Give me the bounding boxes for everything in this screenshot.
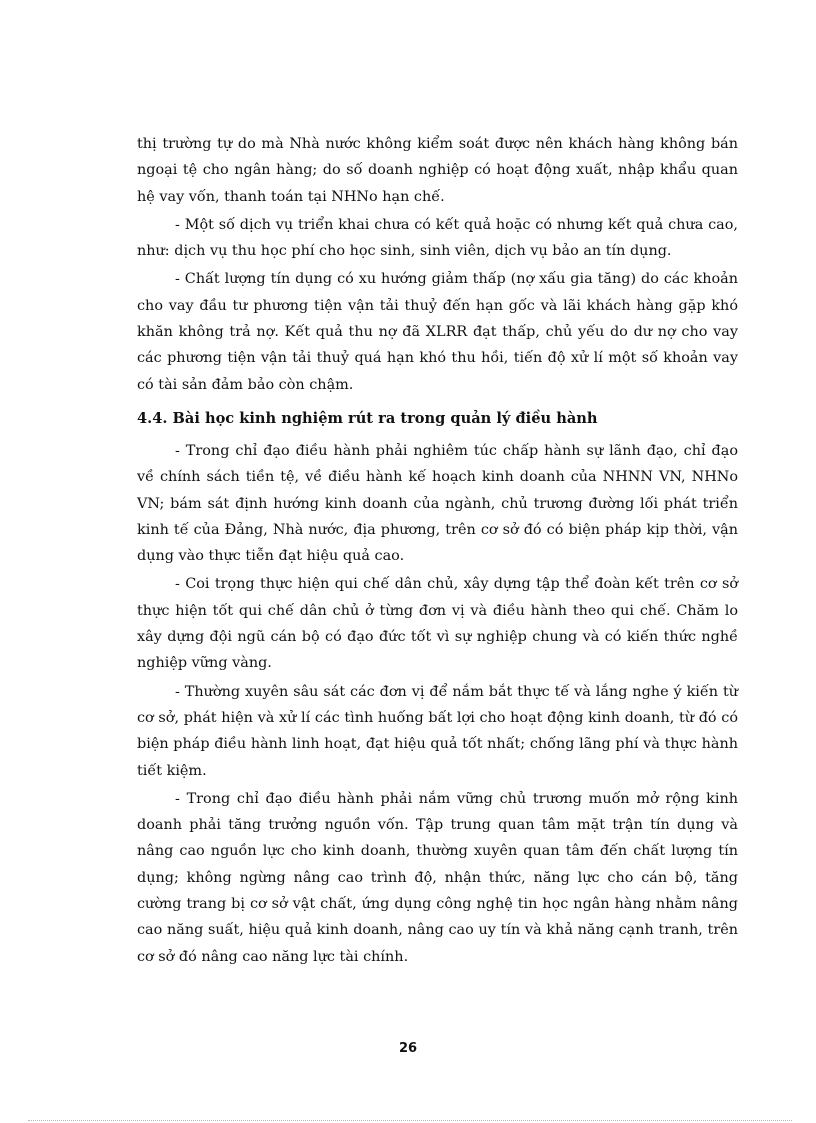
page-bottom-divider (28, 1120, 792, 1121)
paragraph-continuation: thị trường tự do mà Nhà nước không kiểm soát được nên khách hàng không bán ngoại tệ cho ngân hàng; do số doanh nghiệp có hoạt động xuất, nhập khẩu quan hệ vay vốn, thanh toán tại NHNo hạn chế. (137, 136, 738, 205)
paragraph-services: - Một số dịch vụ triển khai chưa có kết quả hoặc có nhưng kết quả chưa cao, như: dịch vụ thu học phí cho học sinh, sinh viên, dịch vụ bảo an tín dụng. (137, 216, 738, 260)
paragraph-credit-quality: - Chất lượng tín dụng có xu hướng giảm thấp (nợ xấu gia tăng) do các khoản cho vay đầu tư phương tiện vận tải thuỷ đến hạn gốc và lãi khách hàng gặp khó khăn không trả nợ. Kết quả thu nợ đã XLRR đạt thấp, chủ yếu do dư nợ cho vay các phương tiện vận tải thuỷ quá hạn khó thu hồi, tiến độ xử lí một số khoản vay có tài sản đảm bảo còn chậm. (137, 271, 738, 393)
paragraph-capital-growth: - Trong chỉ đạo điều hành phải nắm vững chủ trương muốn mở rộng kinh doanh phải tăng trưởng nguồn vốn. Tập trung quan tâm mặt trận tín dụng và nâng cao nguồn lực cho kinh doanh, thường xuyên quan tâm đến chất lượng tín dụng; không ngừng nâng cao trình độ, nhận thức, năng lực cho cán bộ, tăng cường trang bị cơ sở vật chất, ứng dụng công nghệ tin học ngân hàng nhằm nâng cao năng suất, hiệu quả kinh doanh, nâng cao uy tín và khả năng cạnh tranh, trên cơ sở đó nâng cao năng lực tài chính. (137, 790, 738, 965)
paragraph-leadership: - Trong chỉ đạo điều hành phải nghiêm túc chấp hành sự lãnh đạo, chỉ đạo về chính sách tiền tệ, về điều hành kế hoạch kinh doanh của NHNN VN, NHNo VN; bám sát định hướng kinh doanh của ngành, chủ trương đường lối phát triển kinh tế của Đảng, Nhà nước, địa phương, trên cơ sở đó có biện pháp kịp thời, vận dụng vào thực tiễn đạt hiệu quả cao. (137, 442, 738, 565)
section-heading: 4.4. Bài học kinh nghiệm rút ra trong quản lý điều hành (137, 409, 598, 427)
page-number: 26 (398, 1041, 418, 1056)
paragraph-democracy: - Coi trọng thực hiện qui chế dân chủ, xây dựng tập thể đoàn kết trên cơ sở thực hiện tốt qui chế dân chủ ở từng đơn vị và điều hành theo qui chế. Chăm lo xây dựng đội ngũ cán bộ có đạo đức tốt vì sự nghiệp chung và có kiến thức nghề nghiệp vững vàng. (137, 576, 738, 672)
page-body (137, 131, 738, 972)
paragraph-field-visits: - Thường xuyên sâu sát các đơn vị để nắm bắt thực tế và lắng nghe ý kiến từ cơ sở, phát hiện và xử lí các tình huống bất lợi cho hoạt động kinh doanh, từ đó có biện pháp điều hành linh hoạt, đạt hiệu quả tốt nhất; chống lãng phí và thực hành tiết kiệm. (137, 683, 738, 779)
